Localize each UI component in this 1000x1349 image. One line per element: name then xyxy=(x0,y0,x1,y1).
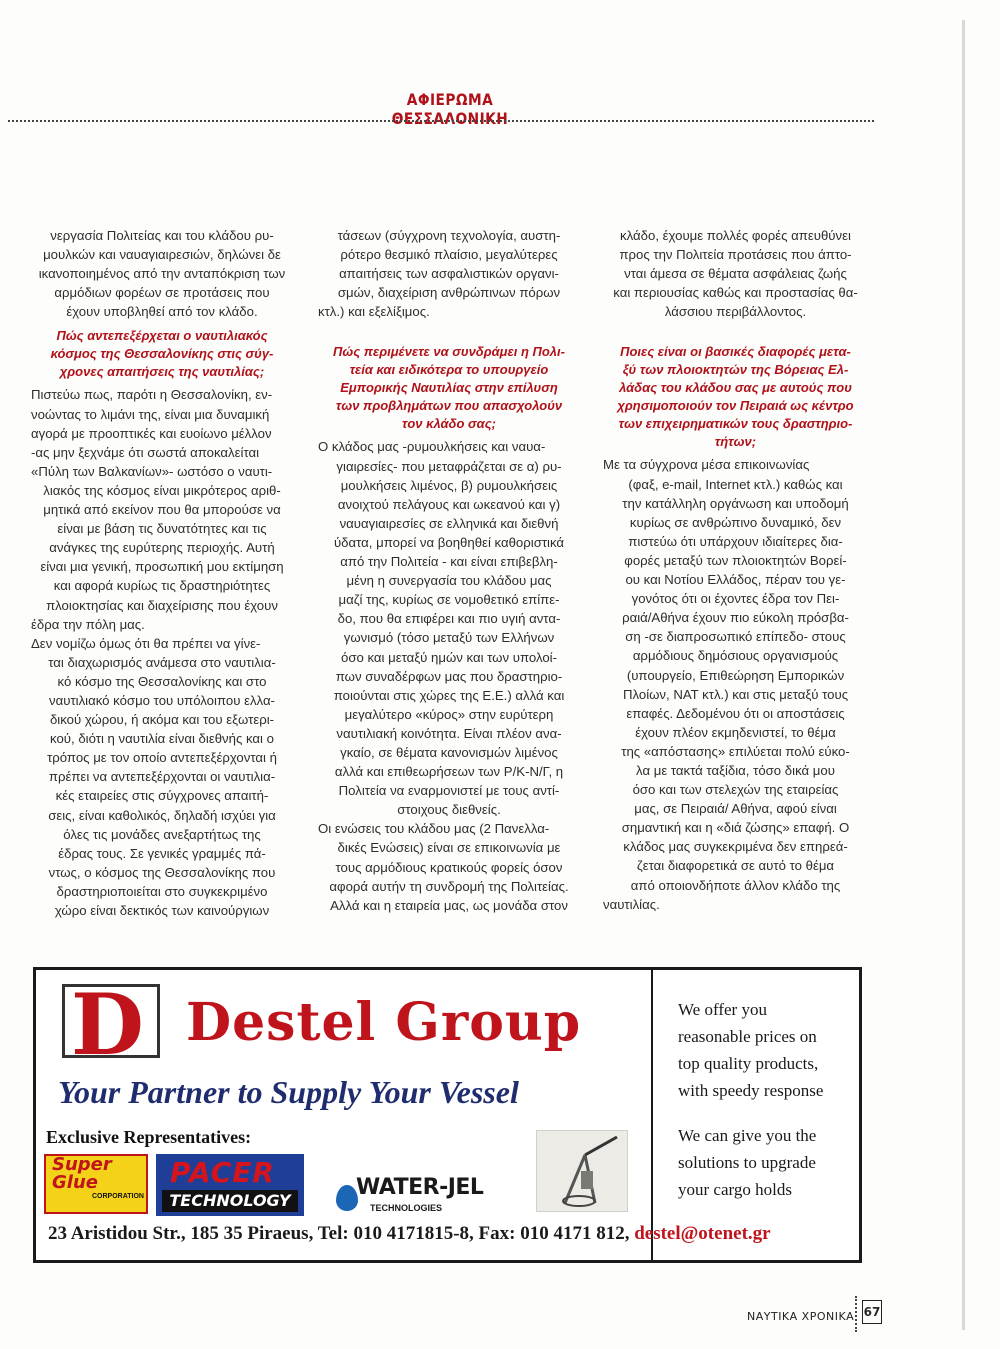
text-line: μας, σε Πειραιά/ Αθήνα, αφού είναι xyxy=(634,801,837,817)
ad-offer-text xyxy=(678,996,848,1104)
superglue-line: Super xyxy=(52,1154,112,1175)
text-line: χώρο είναι δεκτικός των καινούργιων xyxy=(54,903,270,918)
brand-tagline: Your Partner to Supply Your Vessel xyxy=(58,1074,519,1110)
text-line: γονότος ότι οι έχοντες έδρα τον Πει- xyxy=(631,591,840,607)
text-line: κές εταιρείες στις σύγχρονες απαιτή- xyxy=(55,788,269,804)
text-line: κό κόσμο της Θεσσαλονίκης και στο xyxy=(57,673,267,689)
text-line: πων συναδέρφων μας που δραστηριο- xyxy=(335,668,563,684)
text-line: πιστεύω ότι υπάρχουν ιδιαίτερες δια- xyxy=(628,533,843,549)
question-line: Εμπορικής Ναυτιλίας στην επίλυση xyxy=(340,380,558,396)
text-line: ραιά/Αθήνα έχουν πιο εύκολη πρόσβα- xyxy=(622,610,849,626)
text-line: προς την Πολιτεία προτάσεις που άπτο- xyxy=(619,247,852,263)
text-line: -ας μην ξεχνάμε ότι σωστά αποκαλείται xyxy=(31,444,260,460)
text-line: κλάδος μας συγκεκριμένα δεν επηρεά- xyxy=(623,839,848,855)
header-dotted-rule xyxy=(8,120,874,122)
text-line: κυρίως σε ανθρώπινο δυναμικό, δεν xyxy=(629,514,842,530)
waterjel-subtitle: TECHNOLOGIES xyxy=(370,1203,443,1213)
text-line: γωνισμό (τόσο μεταξύ των Ελλήνων xyxy=(343,630,555,646)
text-line: λάσσιου περιβάλλοντος. xyxy=(664,304,807,320)
text-line: έδρα την πόλη μας. xyxy=(31,616,145,632)
pacer-subtitle: TECHNOLOGY xyxy=(162,1190,298,1212)
text-line: πλοιοκτησίας και διαχείρισης που έχουν xyxy=(46,597,278,613)
text-line: πρέπει να αντεπεξέρχονται οι ναυτιλια- xyxy=(48,769,276,785)
question-line: Ποιες είναι οι βασικές διαφορές μετα- xyxy=(620,344,851,360)
text-line: ύδατα, μπορεί να βοηθηθεί καθοριστικά xyxy=(333,534,565,550)
waterjel-wordmark: WATER-JEL xyxy=(356,1175,484,1200)
text-line: ντως, ο κόσμος της Θεσσαλονίκης που xyxy=(48,864,276,880)
text-line: Ο κλάδος μας -ρυμουλκήσεις και ναυα- xyxy=(318,439,546,455)
cargo-line: your cargo holds xyxy=(678,1180,792,1199)
column1-intro xyxy=(31,226,293,321)
text-line: «Πύλη των Βαλκανίων»- ωστόσο ο ναυτι- xyxy=(31,463,273,479)
contact-email-link[interactable]: destel@otenet.gr xyxy=(634,1223,771,1244)
interview-question-3 xyxy=(603,343,868,451)
text-line: Οι ενώσεις του κλάδου μας (2 Πανελλα- xyxy=(318,821,550,837)
text-line: απαιτήσεις των ασφαλιστικών οργανι- xyxy=(339,266,559,282)
pacer-wordmark: PACER xyxy=(170,1156,275,1189)
question-line: τήτων; xyxy=(714,434,757,450)
text-line: νοώντας το λιμάνι της, είναι μια δυναμική xyxy=(31,406,270,422)
ad-cargo-text xyxy=(678,1122,848,1203)
text-line: δο, που θα επιφέρει και πιο υγιή αντα- xyxy=(337,611,561,627)
text-line: ζεται διαφορετικά σε αυτό το θέμα xyxy=(636,858,835,874)
text-line: είναι μια γενική, προσωπική μου εκτίμηση xyxy=(40,559,284,575)
text-line: δικές Ενώσεις) είναι σε επικοινωνία με xyxy=(337,840,561,856)
super-glue-logo xyxy=(44,1154,148,1214)
text-line: αγορά με προοπτικές και ευοίωνο μέλλον xyxy=(31,425,272,441)
question-line: κόσμος της Θεσσαλονίκης στις σύγ- xyxy=(50,346,274,362)
text-line: από την Πολιτεία - και είναι επιβεβλη- xyxy=(340,554,558,570)
magazine-name: ΝΑΥΤΙΚΑ ΧΡΟΝΙΚΑ xyxy=(747,1310,855,1323)
offer-line: top quality products, xyxy=(678,1054,819,1073)
interview-question-2 xyxy=(318,343,580,433)
destel-advertisement xyxy=(33,967,862,1263)
text-line: Πλοίων, ΝΑΤ κτλ.) και στις μεταξύ τους xyxy=(622,686,849,702)
text-line: μητικά από εκείνον που θα μπορούσε να xyxy=(43,502,281,518)
text-line: ρότερο θεσμικό πλαίσιο, μεγαλύτερες xyxy=(340,247,558,263)
text-line: είναι με βάση τις δυνατότητες και τις xyxy=(57,521,267,537)
text-line: ικανοποιημένος από την ανταπόκριση των xyxy=(38,266,286,282)
superglue-wordmark xyxy=(52,1156,112,1192)
text-line: αφορά αυτήν τη συνδρομή της Πολιτείας. xyxy=(329,878,569,894)
footer-dotted-rule xyxy=(855,1296,857,1332)
cargo-line: solutions to upgrade xyxy=(678,1153,816,1172)
column2-answer xyxy=(318,437,580,819)
column3-intro xyxy=(603,226,868,321)
water-jel-logo xyxy=(336,1175,516,1219)
address-text: 23 Aristidou Str., 185 35 Piraeus, Tel: 010 4171815-8, Fax: 010 4171 812, xyxy=(48,1223,630,1244)
question-line: ξύ των πλοιοκτητών της Βόρειας Ελ- xyxy=(622,362,849,378)
text-line: μεγαλύτερο «κύρος» στην ευρύτερη xyxy=(344,706,554,722)
cargo-line: We can give you the xyxy=(678,1126,817,1145)
text-line: ται διαχωρισμός ανάμεσα στο ναυτιλια- xyxy=(48,654,276,670)
text-line: όσο και μεταξύ ημών και των υπολοί- xyxy=(341,649,557,665)
question-line: λάδας του κλάδου σας με αυτούς που xyxy=(619,380,852,396)
pacer-technology-logo xyxy=(156,1154,304,1216)
question-line: Πώς περιμένετε να συνδράμει η Πολι- xyxy=(333,344,565,360)
text-line: σημαντική και η «διά ζώσης» επαφή. Ο xyxy=(621,820,850,836)
column3-answer xyxy=(603,455,868,913)
text-line: γκαίο, σε θέματα κανονισμών λιμένος xyxy=(340,744,558,760)
text-line: τους αρμόδιους κρατικούς φορείς όσον xyxy=(335,859,563,875)
question-line: τον κλάδο σας; xyxy=(402,416,496,432)
text-line: της «απόστασης» επιλύεται πολύ εύκο- xyxy=(621,743,850,759)
destel-d-logo xyxy=(62,975,160,1074)
text-line: νεργασία Πολιτείας και του κλάδου ρυ- xyxy=(50,228,274,243)
water-drop-icon xyxy=(336,1185,358,1211)
text-line: ση -σε διαπροσωπικό επίπεδο- στους xyxy=(625,629,846,645)
text-line: από οποιονδήποτε άλλον κλάδο της xyxy=(630,877,841,893)
question-line: Πώς αντεπεξέρχεται ο ναυτιλιακός xyxy=(56,328,268,344)
text-line: την κατάλληλη οργάνωση και υποδομή xyxy=(622,495,849,511)
text-line: δραστηριοποιείται στο συγκεκριμένο xyxy=(56,883,268,899)
text-line: σεις, είναι καθολικός, δηλαδή ισχύει για xyxy=(48,807,276,823)
text-line: όσο και των στελεχών της εταιρείας xyxy=(632,782,839,798)
text-line: Δεν νομίζω όμως ότι θα πρέπει να γίνε- xyxy=(31,635,261,651)
question-line: τεία και ειδικότερα το υπουργείο xyxy=(349,362,549,378)
text-line: Πιστεύω πως, παρότι η Θεσσαλονίκη, εν- xyxy=(31,387,273,403)
text-line: κλάδο, έχουμε πολλές φορές απευθύνει xyxy=(620,228,851,243)
text-line: και αφορά κυρίως τις δραστηριότητες xyxy=(53,578,271,594)
text-line: έχουν πλέον εκμηδενιστεί, το θέμα xyxy=(635,724,836,740)
text-line: ποιούνται στις χώρες της Ε.Ε.) αλλά και xyxy=(333,687,565,703)
column2-answer-continued xyxy=(318,819,580,914)
text-line: δικού χώρου, ή ακόμα και του εξωτερι- xyxy=(49,712,275,728)
text-line: αρμόδιων φορέων σε προτάσεις που xyxy=(54,285,270,301)
text-line: Πολιτεία να εναρμονιστεί με τους αντί- xyxy=(338,783,560,799)
text-line: σμών, διαχείριση ανθρώπινων πόρων xyxy=(337,285,561,301)
text-line: και περιουσίας καθώς και προστασίας θα- xyxy=(613,285,858,301)
text-line: κτλ.) και εξελίξιμος. xyxy=(318,304,430,320)
text-line: έχουν υποβληθεί από τον κλάδο. xyxy=(66,304,258,320)
page-spine-shadow xyxy=(962,20,965,1330)
text-line: αρμόδιους δημόσιους οργανισμούς xyxy=(632,648,839,664)
column1-answer-continued xyxy=(31,634,293,920)
product-photo xyxy=(536,1130,628,1212)
cargo-equipment-icon xyxy=(537,1131,627,1211)
offer-line: reasonable prices on xyxy=(678,1027,817,1046)
text-line: λιακός της κόσμος είναι μικρότερος αριθ- xyxy=(43,482,281,498)
exclusive-representatives-label: Exclusive Representatives: xyxy=(46,1127,252,1147)
text-line: στοιχους διεθνείς. xyxy=(397,802,501,818)
column1-answer xyxy=(31,385,293,633)
text-line: αλλά και επιθεωρήσεων των Ρ/Κ-Ν/Γ, η xyxy=(334,764,564,780)
text-line: ναυτιλιακή κοινότητα. Είναι πλέον ανα- xyxy=(336,725,562,741)
text-line: μουλκήσεις λιμένος, β) ρυμουλκήσεις xyxy=(340,477,558,493)
text-line: ναυτιλίας. xyxy=(603,896,660,912)
text-line: γιαιρεσίες- που μεταφράζεται σε α) ρυ- xyxy=(336,458,562,474)
text-line: λα με τακτά ταξίδια, τόσο δικά μου xyxy=(636,762,835,778)
offer-line: with speedy response xyxy=(678,1081,824,1100)
text-line: κού, διότι η ναυτιλία είναι διεθνής και ο xyxy=(50,731,274,747)
question-line: των επιχειρηματικών τους δραστηριο- xyxy=(618,416,853,432)
text-line: τρόπος με τον οποίο αντεπεξέρχονται ή xyxy=(47,750,277,766)
text-line: νται άμεσα σε θέματα ασφάλειας ζωής xyxy=(624,266,847,282)
page-number: 67 xyxy=(862,1300,882,1324)
text-line: φορές μεταξύ των πλοιοκτητών Βορεί- xyxy=(624,552,847,568)
article-column-2 xyxy=(318,226,580,915)
text-line: ου και Νοτίου Ελλάδος, πέραν του γε- xyxy=(625,572,846,588)
text-line: όλες τις μονάδες ανεξαρτήτως της xyxy=(63,826,261,842)
superglue-corporation: CORPORATION xyxy=(92,1193,144,1200)
superglue-line: Glue xyxy=(52,1172,98,1193)
text-line: μουλκών και ναυαγιαιρεσιών, δηλώνει δε xyxy=(43,247,281,263)
offer-line: We offer you xyxy=(678,1000,767,1019)
question-line: των προβλημάτων που απασχολούν xyxy=(335,398,563,414)
text-line: μαζί της, κυρίως σε νομοθετικό επίπε- xyxy=(338,592,560,608)
text-line: Αλλά και η εταιρεία μας, ως μονάδα στον xyxy=(330,897,568,913)
interview-question-1 xyxy=(31,327,293,381)
logo-letter: D xyxy=(71,975,144,1074)
text-line: (φαξ, e-mail, Internet κτλ.) καθώς και xyxy=(628,476,843,492)
question-line: χρονες απαιτήσεις της ναυτιλίας; xyxy=(59,364,265,380)
text-line: ανάγκες της ευρύτερης περιοχής. Αυτή xyxy=(49,540,275,556)
question-line: χρησιμοποιούν τον Πειραιά ως κέντρο xyxy=(617,398,854,414)
text-line: τάσεων (σύγχρονη τεχνολογία, αυστη- xyxy=(337,228,561,243)
text-line: ναυαγιαιρεσίες σε ελληνικά και διεθνή xyxy=(339,515,559,531)
text-line: ναυτιλιακό κόσμο του υπόλοιπου ελλα- xyxy=(49,692,275,708)
contact-address xyxy=(48,1223,771,1245)
brand-name: Destel Group xyxy=(186,992,582,1053)
text-line: μένη η συνεργασία του κλάδου μας xyxy=(346,573,552,589)
section-title: ΑΦΙΕΡΩΜΑ ΘΕΣΣΑΛΟΝΙΚΗ xyxy=(391,90,509,128)
ad-divider xyxy=(651,970,653,1260)
text-line: (υπουργείο, Επιθεώρηση Εμπορικών xyxy=(626,667,845,683)
text-line: ανοιχτού πελάγους και ωκεανού και γ) xyxy=(337,496,561,512)
article-column-1 xyxy=(31,226,293,920)
column2-intro xyxy=(318,226,580,321)
text-line: επαφές. Δεδομένου ότι οι αποστάσεις xyxy=(626,705,845,721)
text-line: Με τα σύγχρονα μέσα επικοινωνίας xyxy=(603,457,810,473)
text-line: έδρας τους. Σε γενικές γραμμές πά- xyxy=(58,845,266,861)
article-column-3 xyxy=(603,226,868,914)
